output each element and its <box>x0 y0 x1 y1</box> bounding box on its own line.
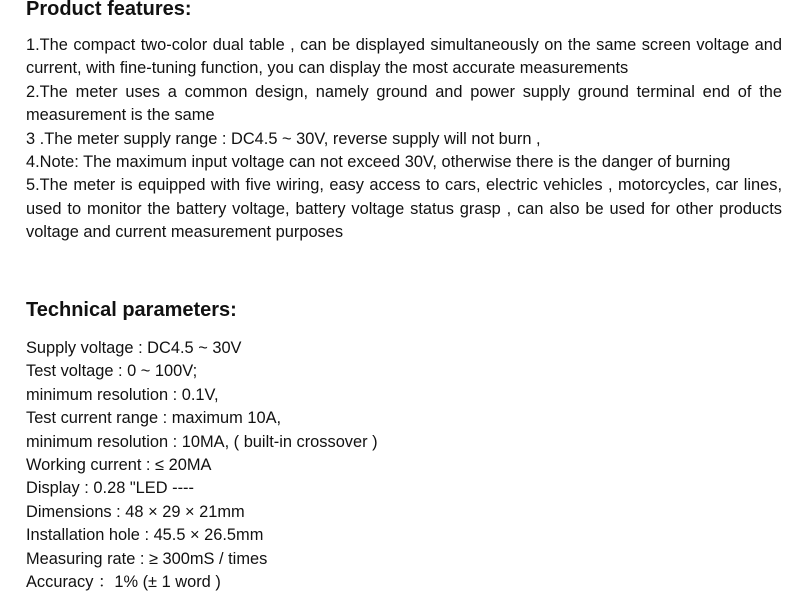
parameter-line: minimum resolution : 0.1V, <box>26 385 219 404</box>
product-features-heading: Product features: <box>26 0 192 20</box>
feature-item: 5.The meter is equipped with five wiring, easy access to cars, electric vehicles , motorcycles, car lines, used to monitor the battery voltage, battery voltage status grasp , can also be used for other products voltage and current measurement purposes <box>26 176 782 242</box>
parameter-line: Test voltage : 0 ~ 100V; <box>26 362 198 381</box>
technical-parameters-heading: Technical parameters: <box>26 299 237 321</box>
parameter-line: Display : 0.28 "LED ---- <box>26 479 194 498</box>
feature-item: 4.Note: The maximum input voltage can not exceed 30V, otherwise there is the danger of burning <box>26 153 731 172</box>
parameter-line: Accuracy ：1% (± 1 word ) <box>26 573 221 592</box>
parameter-line: minimum resolution : 10MA, ( built-in crossover ) <box>26 432 378 451</box>
parameter-line: Measuring rate : ≥ 300mS / times <box>26 549 268 568</box>
feature-item: 3 .The meter supply range : DC4.5 ~ 30V, reverse supply will not burn , <box>26 129 541 148</box>
parameter-line: Dimensions : 48 × 29 × 21mm <box>26 502 245 521</box>
parameter-line: Supply voltage : DC4.5 ~ 30V <box>26 339 242 357</box>
feature-item: 2.The meter uses a common design, namely ground and power supply ground terminal end of the measurement is the same <box>26 82 782 125</box>
feature-item: 1.The compact two-color dual table , can be displayed simultaneously on the same screen voltage and current, with fine-tuning function, you can display the most accurate measurements <box>26 36 782 78</box>
parameter-line: Working current : ≤ 20MA <box>26 456 212 475</box>
parameter-line: Test current range : maximum 10A, <box>26 409 282 428</box>
technical-parameters-list <box>26 337 626 594</box>
product-features-list <box>26 34 782 245</box>
parameter-line: Installation hole : 45.5 × 26.5mm <box>26 526 264 545</box>
